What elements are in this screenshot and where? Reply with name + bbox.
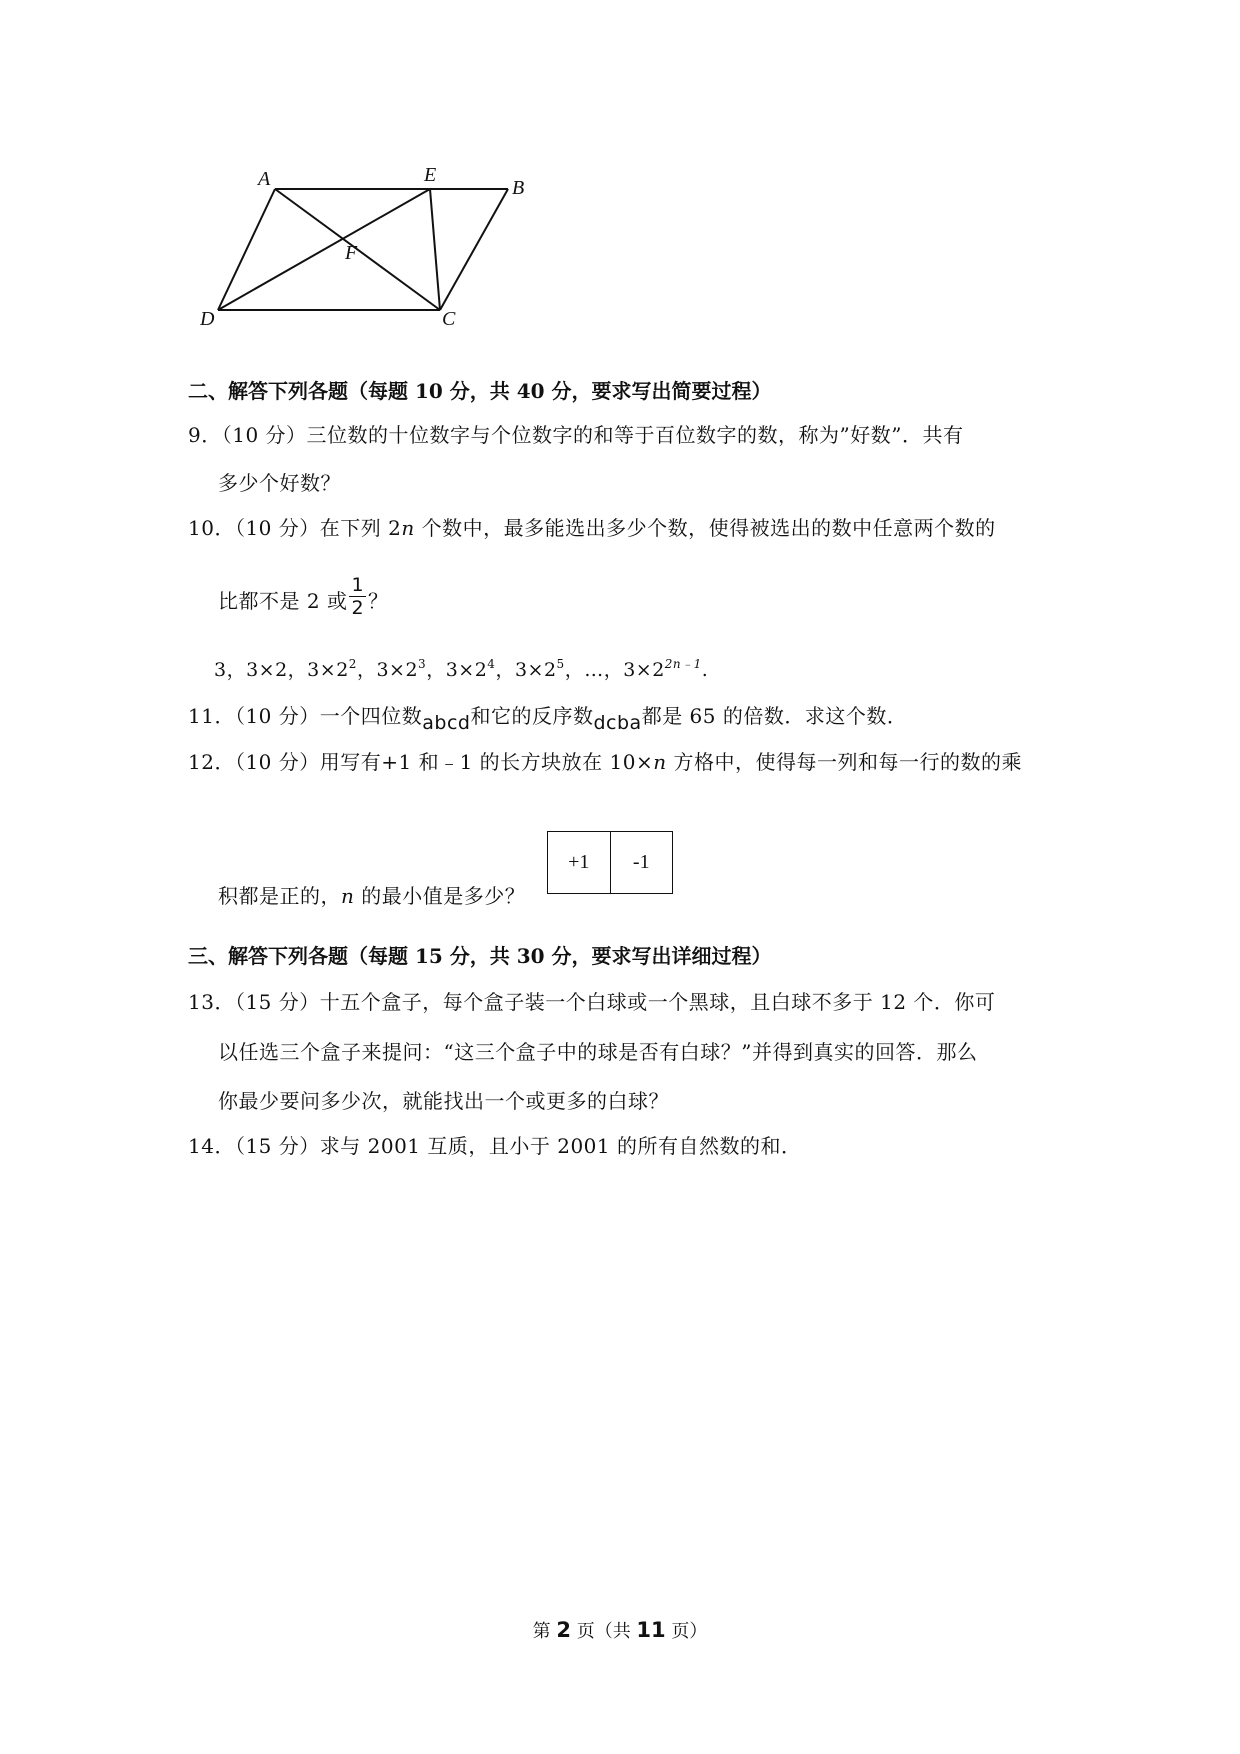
question-number: 9． xyxy=(188,423,222,447)
question-line xyxy=(188,1130,802,1159)
sequence-text: . xyxy=(701,659,709,681)
question-line xyxy=(218,574,389,625)
page-footer xyxy=(0,1617,1240,1643)
question-text: 和它的反序数 xyxy=(470,704,594,728)
question-line xyxy=(188,512,996,541)
variable-n: n xyxy=(653,750,667,774)
footer-text: 页（共 xyxy=(570,1621,637,1642)
question-number: 10． xyxy=(188,516,235,540)
question-text: （10 分）三位数的十位数字与个位数字的和等于百位数字的数，称为”好数”．共有 xyxy=(221,423,964,447)
sequence-text: ，…，3×2 xyxy=(564,659,665,681)
fraction-one-half xyxy=(349,574,366,619)
exponent: 2n﹣1 xyxy=(664,657,702,671)
fraction-denominator: 2 xyxy=(351,597,365,619)
label-d: D xyxy=(200,308,215,330)
sequence-text: ，3×2 xyxy=(356,659,419,681)
question-number: 14． xyxy=(188,1134,235,1158)
label-c: C xyxy=(442,308,456,330)
sequence-text: 3，3×2，3×2 xyxy=(214,659,349,681)
question-text: 的最小值是多少？ xyxy=(354,884,526,908)
total-page-count: 11 xyxy=(636,1618,666,1642)
parallelogram-figure xyxy=(200,155,540,330)
exponent: 3 xyxy=(418,657,427,671)
label-a: A xyxy=(258,168,271,190)
block-cell-plus-one: +1 xyxy=(568,851,590,873)
question-text: 都是 65 的倍数．求这个数． xyxy=(641,704,908,728)
label-e: E xyxy=(424,164,437,186)
segment-da xyxy=(218,189,275,310)
question-text: 个数中，最多能选出多少个数，使得被选出的数中任意两个数的 xyxy=(414,516,996,540)
question-line xyxy=(188,700,908,734)
variable-n: n xyxy=(341,884,355,908)
domino-block-table xyxy=(547,831,673,894)
question-text: 积都是正的， xyxy=(218,884,341,908)
question-line xyxy=(218,880,525,909)
exponent: 2 xyxy=(348,657,357,671)
question-text: 你最少要问多少次，就能找出一个或更多的白球？ xyxy=(218,1089,669,1113)
label-b: B xyxy=(512,177,525,199)
sequence-text: ，3×2 xyxy=(495,659,557,681)
question-text: 方格中，使得每一列和每一行的数的乘 xyxy=(666,750,1022,774)
block-cell-minus-one: -1 xyxy=(610,832,673,893)
number-sequence xyxy=(214,655,708,682)
fraction-numerator: 1 xyxy=(351,574,365,596)
question-text: （10 分）在下列 2 xyxy=(234,516,402,540)
question-text: ？ xyxy=(368,589,389,613)
question-text: 以任选三个盒子来提问：“这三个盒子中的球是否有白球？”并得到真实的回答．那么 xyxy=(218,1040,978,1064)
digit-variable-abcd: abcd xyxy=(422,712,471,734)
segment-bc xyxy=(440,189,508,310)
question-number: 12． xyxy=(188,750,235,774)
question-text: （15 分）求与 2001 互质，且小于 2001 的所有自然数的和． xyxy=(234,1134,802,1158)
question-line xyxy=(188,419,964,448)
question-text: （15 分）十五个盒子，每个盒子装一个白球或一个黑球，且白球不多于 12 个．你可 xyxy=(234,990,996,1014)
question-text: 比都不是 2 或 xyxy=(218,589,348,613)
question-text: （10 分）一个四位数 xyxy=(234,704,423,728)
question-text: 多少个好数？ xyxy=(218,471,341,495)
question-number: 13． xyxy=(188,990,235,1014)
exponent: 4 xyxy=(487,657,496,671)
footer-text: 页） xyxy=(665,1621,708,1642)
current-page-number: 2 xyxy=(556,1618,571,1642)
variable-n: n xyxy=(401,516,415,540)
question-line xyxy=(188,746,1022,775)
section-three-heading: 三、解答下列各题（每题 15 分，共 30 分，要求写出详细过程） xyxy=(188,944,772,968)
segment-ac xyxy=(275,189,440,310)
question-line xyxy=(188,986,995,1015)
question-text: （10 分）用写有+1 和﹣1 的长方块放在 10× xyxy=(234,750,654,774)
sequence-text: ，3×2 xyxy=(426,659,488,681)
digit-variable-dcba: dcba xyxy=(593,712,642,734)
segment-ec xyxy=(430,189,440,310)
section-two-heading: 二、解答下列各题（每题 10 分，共 40 分，要求写出简要过程） xyxy=(188,379,772,403)
question-number: 11． xyxy=(188,704,235,728)
exponent: 5 xyxy=(556,657,565,671)
label-f: F xyxy=(345,242,358,264)
segment-de xyxy=(218,189,430,310)
footer-text: 第 xyxy=(532,1621,557,1642)
